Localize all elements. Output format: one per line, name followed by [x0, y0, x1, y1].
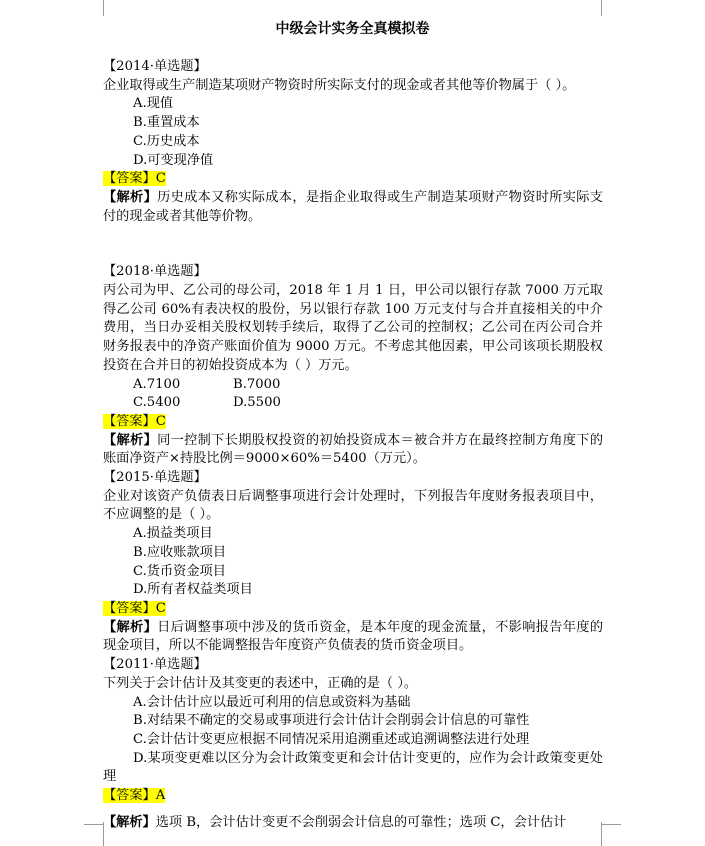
question-stem: 企业取得或生产制造某项财产物资时所实际支付的现金或者其他等价物属于（ ）。: [103, 77, 576, 93]
option-b: B.应收账款项目: [133, 544, 227, 560]
option-d: D.可变现净值: [133, 152, 214, 168]
option-a: A.会计估计应以最近可利用的信息或资料为基础: [133, 694, 411, 710]
option-a: A.7100: [133, 376, 181, 392]
answer-highlight: 【答案】C: [103, 600, 166, 616]
crop-mark-top-right-v: [601, 0, 602, 16]
answer-line: [103, 600, 603, 619]
option-b: B.对结果不确定的交易或事项进行会计估计会削弱会计信息的可靠性: [133, 713, 530, 729]
question-block: [103, 263, 603, 469]
analysis-text: 历史成本又称实际成本，是指企业取得或生产制造某项财产物资时所实际支付的现金或者其他等价物。: [103, 189, 604, 224]
question-stem: 下列关于会计估计及其变更的表述中，正确的是（ ）。: [103, 675, 418, 691]
analysis-text: 选项 B，会计估计变更不会削弱会计信息的可靠性；选项 C，会计估计: [155, 814, 567, 830]
analysis: [103, 814, 603, 833]
analysis: [103, 189, 603, 226]
option-c: C.货币资金项目: [133, 563, 226, 579]
crop-mark-top-left-v: [103, 0, 104, 16]
analysis: [103, 432, 603, 469]
option-b: B.重置成本: [133, 115, 200, 131]
analysis-label: 【解析】: [103, 619, 158, 635]
option-c: C.会计估计变更应根据不同情况采用追溯重述或追溯调整法进行处理: [133, 731, 530, 747]
question-tag: 【2018·单选题】: [103, 264, 207, 280]
answer-line: [103, 787, 603, 806]
analysis: [103, 619, 603, 656]
option-b: B.7000: [233, 376, 281, 392]
option-c: C.5400: [133, 395, 181, 411]
question-block: [103, 469, 603, 656]
analysis-text: 日后调整事项中涉及的货币资金，是本年度的现金流量，不影响报告年度的现金项目，所以不能调整报告年度资产负债表的货币资金项目。: [103, 619, 604, 654]
option-row: [133, 394, 603, 413]
answer-line: [103, 170, 603, 189]
option-d: D.所有者权益类项目: [133, 582, 253, 598]
answer-highlight: 【答案】C: [103, 171, 166, 187]
option-row: [133, 376, 603, 395]
crop-mark-bottom-right-h: [602, 824, 621, 825]
question-tag: 【2011·单选题】: [103, 657, 207, 673]
question-stem: 企业对该资产负债表日后调整事项进行会计处理时，下列报告年度财务报表项目中，不应调整的是（ ）。: [103, 488, 603, 523]
analysis-label: 【解析】: [103, 432, 158, 448]
analysis-label: 【解析】: [103, 814, 156, 830]
option-d: D.5500: [233, 395, 281, 411]
question-tag: 【2014·单选题】: [103, 59, 207, 74]
option-a: A.现值: [133, 96, 174, 112]
analysis-label: 【解析】: [103, 189, 158, 205]
document-title: 中级会计实务全真模拟卷: [275, 21, 430, 37]
option-c: C.历史成本: [133, 133, 200, 149]
answer-highlight: 【答案】A: [103, 788, 166, 804]
answer-line: [103, 413, 603, 432]
question-block: [103, 58, 603, 226]
document-body: [103, 58, 603, 832]
analysis-text: 同一控制下长期股权投资的初始投资成本＝被合并方在最终控制方角度下的账面净资产×持股比例＝9000×60%＝5400（万元）。: [103, 432, 604, 467]
option-a: A.损益类项目: [133, 526, 213, 542]
crop-mark-bottom-left-h: [84, 824, 103, 825]
option-d: D.某项变更难以区分为会计政策变更和会计估计变更的，应作为会计政策变更处理: [103, 750, 603, 785]
answer-highlight: 【答案】C: [103, 413, 166, 429]
spacer: [103, 226, 603, 263]
question-tag: 【2015·单选题】: [103, 470, 207, 486]
question-block: [103, 656, 603, 832]
question-stem: 丙公司为甲、乙公司的母公司，2018 年 1 月 1 日，甲公司以银行存款 7000 万元取得乙公司 60%有表决权的股份，另以银行存款 100 万元支付与合并直接相关的中介费用，当日办妥相关股权划转手续后，取得了乙公司的控制权；乙公司在丙公司合并财务报表中的净资产账面价值为 9000 万元。不考虑其他因素，甲公司该项长期股权投资在合并日的初始投资成本为（ ）万元。: [103, 283, 603, 373]
